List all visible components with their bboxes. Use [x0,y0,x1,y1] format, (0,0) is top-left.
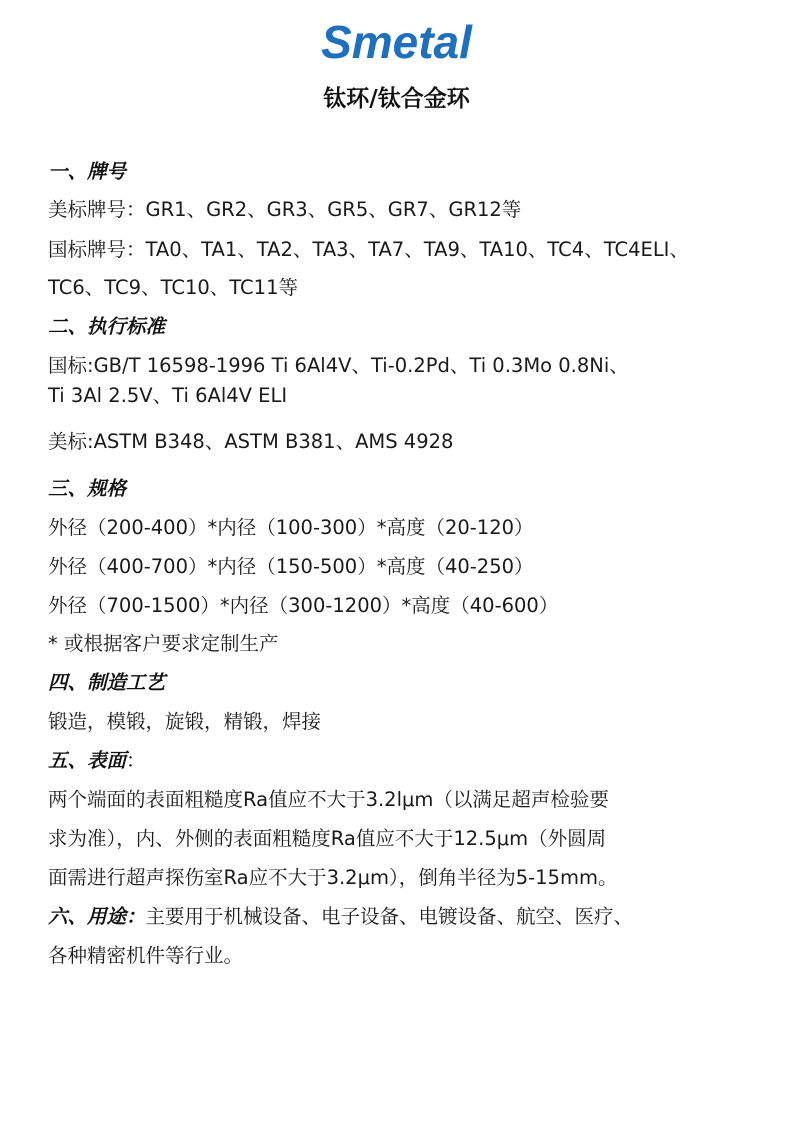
section-heading-process: 四、制造工艺 [48,671,166,694]
usage-line-continued: 各种精密机件等行业。 [48,944,244,967]
section-heading-surface-row [48,747,146,775]
surface-line: 面需进行超声探伤室Ra应不大于3.2μm），倒角半径为5-15mm。 [48,866,618,889]
surface-line: 两个端面的表面粗糙度Ra值应不大于3.2lμm（以满足超声检验要 [48,788,609,811]
spec-line: 外径（700-1500）*内径（300-1200）*高度（40-600） [48,594,559,617]
usage-text: 主要用于机械设备、电子设备、电镀设备、航空、医疗、 [145,905,634,928]
section-heading-grade: 一、牌号 [48,160,127,183]
process-line: 锻造，模锻，旋锻，精锻，焊接 [48,710,322,733]
spec-line: 外径（200-400）*内径（100-300）*高度（20-120） [48,516,534,539]
section-heading-usage: 六、用途： [48,905,146,928]
section-heading-spec: 三、规格 [48,477,127,500]
section-heading-surface-colon: ： [126,749,146,772]
grade-cn-line: 国标牌号：TA0、TA1、TA2、TA3、TA7、TA9、TA10、TC4、TC4ELI、 [48,238,689,261]
spec-line: 外径（400-700）*内径（150-500）*高度（40-250） [48,555,534,578]
standard-cn-line-continued: Ti 3Al 2.5V、Ti 6Al4V ELI [48,384,288,407]
section-heading-standard: 二、执行标准 [48,315,166,338]
standard-cn-line: 国标:GB/T 16598-1996 Ti 6Al4V、Ti-0.2Pd、Ti 0.3Mo 0.8Ni、 [48,354,629,377]
brand-logo: Smetal [321,16,472,68]
grade-us-line: 美标牌号：GR1、GR2、GR3、GR5、GR7、GR12等 [48,198,522,221]
surface-line: 求为准），内、外侧的表面粗糙度Ra值应不大于12.5μm（外圆周 [48,827,607,850]
grade-cn-line-continued: TC6、TC9、TC10、TC11等 [48,276,298,299]
standard-us-line: 美标:ASTM B348、ASTM B381、AMS 4928 [48,430,454,453]
section-heading-surface: 五、表面 [48,749,127,772]
usage-row [48,903,633,931]
page-title: 钛环/钛合金环 [323,86,470,112]
spec-custom-note: * 或根据客户要求定制生产 [48,632,279,655]
